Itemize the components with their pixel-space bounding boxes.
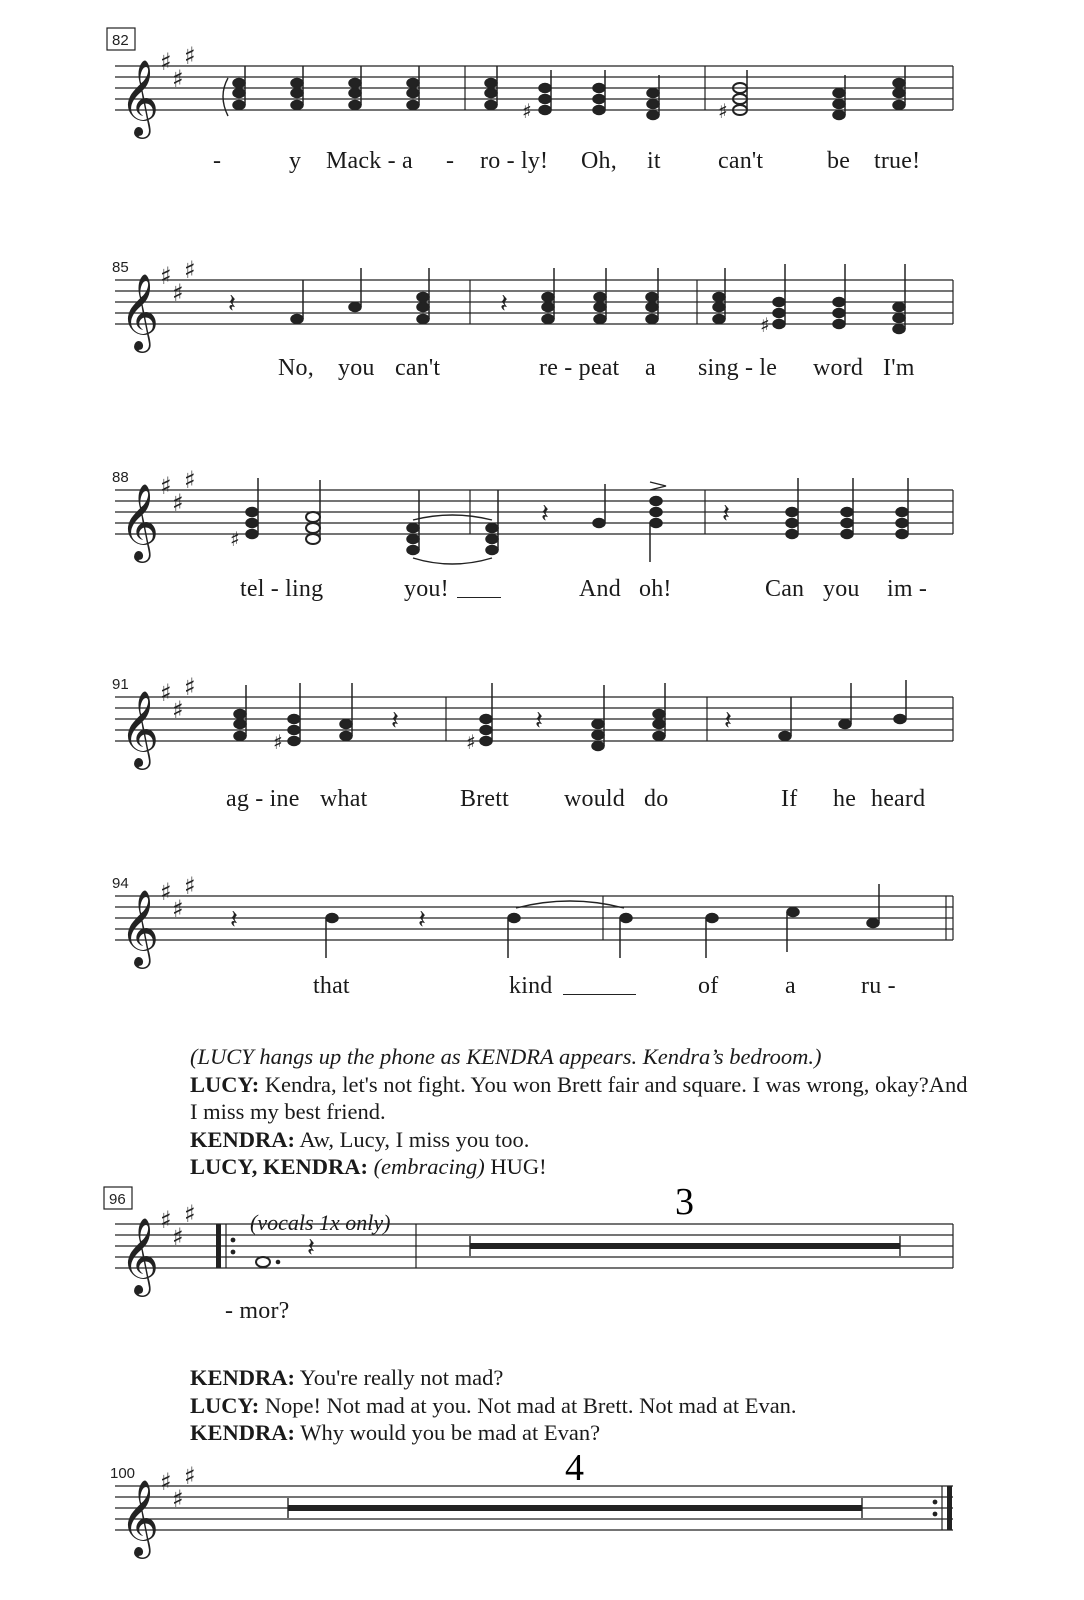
- lyric: And: [579, 576, 621, 602]
- speaker-name: LUCY:: [190, 1071, 260, 1097]
- lyric: can't: [395, 355, 441, 381]
- svg-text:♯: ♯: [184, 673, 196, 701]
- line-text: Why would you be mad at Evan?: [295, 1420, 601, 1445]
- tie: [413, 558, 492, 564]
- svg-text:♯: ♯: [172, 1223, 184, 1251]
- lyric: - mor?: [225, 1298, 290, 1324]
- staff-system-100: [0, 1448, 1084, 1600]
- treble-clef-icon: 𝄞: [120, 1220, 160, 1293]
- svg-text:♯: ♯: [184, 466, 196, 494]
- lyric: kind: [509, 973, 553, 999]
- svg-text:♯: ♯: [184, 42, 196, 70]
- svg-text:♯: ♯: [160, 262, 172, 290]
- svg-text:♯: ♯: [172, 1485, 184, 1513]
- svg-text:♯: ♯: [184, 256, 196, 284]
- key-signature: [160, 1462, 196, 1513]
- quarter-rest-icon: 𝄽: [307, 1233, 315, 1262]
- quarter-rest-icon: 𝄽: [724, 706, 732, 735]
- measure-number: 88: [112, 469, 129, 486]
- lyric: word: [813, 355, 864, 381]
- dialogue-block-1: [190, 1043, 970, 1181]
- treble-clef-icon: 𝄞: [120, 1482, 160, 1555]
- accent-icon: [650, 482, 666, 490]
- lyric: No,: [278, 355, 314, 381]
- quarter-rest-icon: 𝄽: [228, 289, 236, 318]
- line-text: Nope! Not mad at you. Not mad at Brett. Not mad at Evan.: [259, 1392, 797, 1418]
- key-signature: [160, 872, 196, 923]
- line-text: Kendra, let's not fight. You won Brett fair and square. I was wrong, okay?And I miss my best friend.: [190, 1071, 968, 1124]
- chords-82: [233, 66, 905, 120]
- lyric: ru -: [861, 973, 896, 999]
- quarter-rest-icon: 𝄽: [391, 706, 399, 735]
- dialogue-line: [190, 1126, 970, 1154]
- lyric: a: [645, 355, 656, 381]
- treble-clef-icon: 𝄞: [120, 892, 160, 965]
- svg-text:♯: ♯: [172, 489, 184, 517]
- quarter-rest-icon: 𝄽: [500, 289, 508, 318]
- svg-text:♯: ♯: [172, 895, 184, 923]
- svg-text:♯: ♯: [160, 472, 172, 500]
- lyric: what: [320, 786, 368, 812]
- multirest-count: 4: [565, 1447, 584, 1489]
- lyric: you: [338, 355, 375, 381]
- line-direction: (embracing): [367, 1154, 485, 1179]
- lyric: you!: [404, 576, 449, 602]
- svg-text:♯: ♯: [160, 1206, 172, 1234]
- measure-number: 100: [110, 1465, 136, 1482]
- multirest-bar: [470, 1236, 900, 1256]
- lyric: ro - ly!: [480, 148, 549, 174]
- accidentals: [273, 730, 476, 754]
- speaker-name: KENDRA:: [190, 1126, 295, 1152]
- lyric: that: [313, 973, 350, 999]
- multirest-bar: [288, 1498, 862, 1518]
- lyric: im -: [887, 576, 928, 602]
- svg-text:♯: ♯: [718, 99, 728, 123]
- notes-91: [234, 680, 906, 751]
- lyric: tel - ling: [240, 576, 324, 602]
- lyric: be: [827, 148, 851, 174]
- key-signature: [160, 1200, 196, 1251]
- svg-text:♯: ♯: [172, 65, 184, 93]
- lyric: I'm: [883, 355, 915, 381]
- dialogue-line: [190, 1071, 970, 1126]
- svg-text:♯: ♯: [160, 878, 172, 906]
- staff-system-91: [0, 675, 1084, 785]
- speaker-name: LUCY:: [190, 1392, 260, 1418]
- svg-text:♯: ♯: [184, 1200, 196, 1228]
- lyric: you: [823, 576, 860, 602]
- key-signature: [160, 256, 196, 307]
- quarter-rest-icon: 𝄽: [418, 905, 426, 934]
- lyric: If: [781, 786, 798, 812]
- lyric: he: [833, 786, 857, 812]
- line-text: You're really not mad?: [295, 1365, 504, 1390]
- lyric: Can: [765, 576, 805, 602]
- treble-clef-icon: 𝄞: [120, 486, 160, 559]
- lyric: a: [785, 973, 796, 999]
- dialogue-block-2: [190, 1364, 970, 1447]
- lyric: it: [647, 148, 661, 174]
- melisma-line: [563, 994, 636, 995]
- quarter-rest-icon: 𝄽: [535, 706, 543, 735]
- lyric: ag - ine: [226, 786, 300, 812]
- dialogue-line: [190, 1364, 970, 1392]
- notes-88: [246, 478, 908, 562]
- lyric: do: [644, 786, 669, 812]
- lyric: of: [698, 973, 719, 999]
- svg-text:♯: ♯: [184, 872, 196, 900]
- key-signature: [160, 42, 196, 93]
- notes-85: [291, 264, 905, 334]
- dialogue-line: [190, 1153, 970, 1181]
- lyric: sing - le: [698, 355, 778, 381]
- svg-text:♯: ♯: [184, 1462, 196, 1490]
- speaker-name: LUCY, KENDRA:: [190, 1154, 368, 1179]
- lyric: can't: [718, 148, 764, 174]
- key-signature: [160, 673, 196, 724]
- measure-number: 94: [112, 875, 129, 892]
- multirest-count: 3: [675, 1181, 694, 1223]
- svg-text:♯: ♯: [522, 99, 532, 123]
- dialogue-line: [190, 1419, 970, 1447]
- staff-system-88: [0, 460, 1084, 580]
- vocals-annotation: (vocals 1x only): [250, 1210, 391, 1235]
- svg-text:♯: ♯: [160, 679, 172, 707]
- lyric: heard: [871, 786, 926, 812]
- svg-text:♯: ♯: [160, 48, 172, 76]
- lyric: Oh,: [581, 148, 617, 174]
- measure-number: 96: [109, 1191, 126, 1208]
- measure-number: 85: [112, 259, 129, 276]
- staff-system-94: [0, 868, 1084, 978]
- svg-text:♯: ♯: [466, 730, 476, 754]
- svg-text:♯: ♯: [172, 279, 184, 307]
- line-text: HUG!: [484, 1154, 547, 1179]
- lyric: true!: [874, 148, 921, 174]
- svg-text:♯: ♯: [172, 696, 184, 724]
- lyric: -: [446, 148, 455, 174]
- quarter-rest-icon: 𝄽: [722, 499, 730, 528]
- measure-number: 82: [112, 32, 129, 49]
- sharp-icon: ♯: [760, 313, 770, 337]
- tie: [413, 515, 492, 520]
- accidentals: [522, 99, 728, 123]
- quarter-rest-icon: 𝄽: [541, 499, 549, 528]
- sharp-icon: ♯: [230, 527, 240, 551]
- staff-system-85: [0, 250, 1084, 360]
- lyric: would: [564, 786, 625, 812]
- dotted-half-note: [256, 1257, 280, 1267]
- staff-system-96: [0, 1180, 1084, 1310]
- svg-text:♯: ♯: [160, 1468, 172, 1496]
- dialogue-line: [190, 1392, 970, 1420]
- stage-direction: (LUCY hangs up the phone as KENDRA appears. Kendra’s bedroom.): [190, 1044, 822, 1069]
- treble-clef-icon: 𝄞: [120, 62, 160, 135]
- measure-number: 91: [112, 676, 129, 693]
- svg-text:♯: ♯: [273, 730, 283, 754]
- lyric: Brett: [460, 786, 509, 812]
- lyric: oh!: [639, 576, 672, 602]
- line-text: Aw, Lucy, I miss you too.: [295, 1126, 530, 1152]
- melisma-line: [457, 597, 501, 598]
- speaker-name: KENDRA:: [190, 1420, 295, 1445]
- lyric: y: [289, 148, 302, 174]
- treble-clef-icon: 𝄞: [120, 276, 160, 349]
- lyric: -: [213, 148, 222, 174]
- quarter-rest-icon: 𝄽: [230, 905, 238, 934]
- key-signature: [160, 466, 196, 517]
- lyric: Mack - a: [326, 148, 413, 174]
- treble-clef-icon: 𝄞: [120, 693, 160, 766]
- lyric: re - peat: [539, 355, 620, 381]
- speaker-name: KENDRA:: [190, 1365, 295, 1390]
